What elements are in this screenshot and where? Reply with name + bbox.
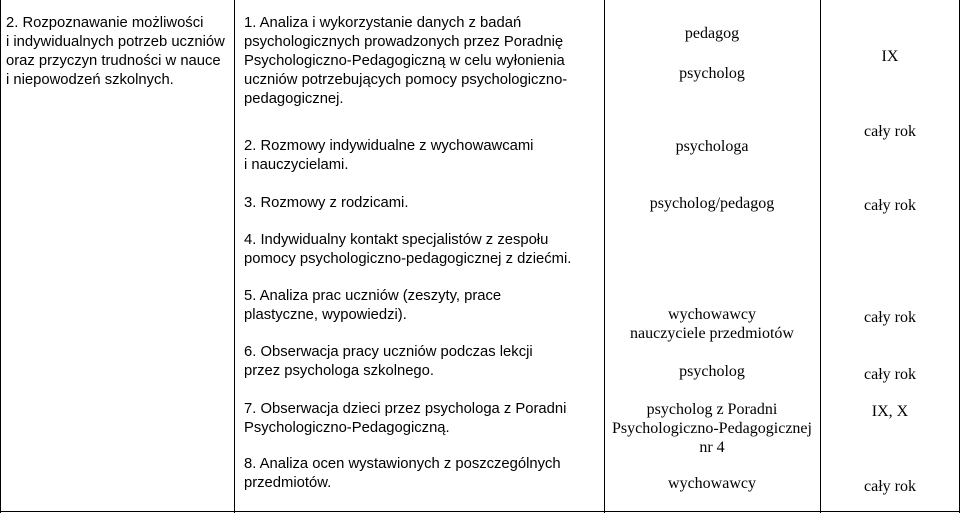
term-cell: IX, X — [871, 403, 909, 420]
term-cell: IX — [881, 48, 899, 65]
document-page: 2. Rozpoznawanie możliwości i indywidualnych potrzeb uczniów oraz przyczyn trudności w nauce i niepowodzeń szkolnych. 1. Analiza i wykorzystanie danych z badań psychologicznych prowadzonych przez Poradnię Psychologiczno-Pedagogiczną w celu wyłonienia uczniów potrzebujących pomocy psychologiczno- pedagogicznej. 2. Rozmowy indywidualne z wychowawcami i nauczycielami. 3. Rozmowy z rodzicami. 4. Indywidualny kontakt specjalistów z zespołu pomocy psychologiczno-pedagogicznej z dziećmi. 5. Analiza prac uczniów (zeszyty, prace plastyczne, wypowiedzi). 6. Obserwacja pracy uczniów podczas lekcji przez psychologa szkolnego. 7. Obserwacja dzieci przez psychologa z Poradni Psychologiczno-Pedagogiczną. 8. Analiza ocen wystawionych z poszczególnych przedmiotów. pedagog psycholog psychologa psycholog/pedagog wychowawcy nauczyciele przedmiotów psycholog psycholog z Poradni Psychologiczno-Pedagogicznej nr 4 wychowawcy IX cały rok cały rok cały rok cały rok IX, X cały rok — [0, 0, 960, 513]
table-border-left — [0, 0, 1, 513]
table-column-divider — [234, 0, 235, 513]
term-cell: cały rok — [864, 123, 916, 140]
table-column-divider — [604, 0, 605, 513]
table-border-bottom — [0, 511, 960, 512]
term-cell: cały rok — [864, 309, 916, 326]
term-cell: cały rok — [864, 197, 916, 214]
table-column-divider — [820, 0, 821, 513]
term-cell: cały rok — [864, 478, 916, 495]
term-cell: cały rok — [864, 366, 916, 383]
